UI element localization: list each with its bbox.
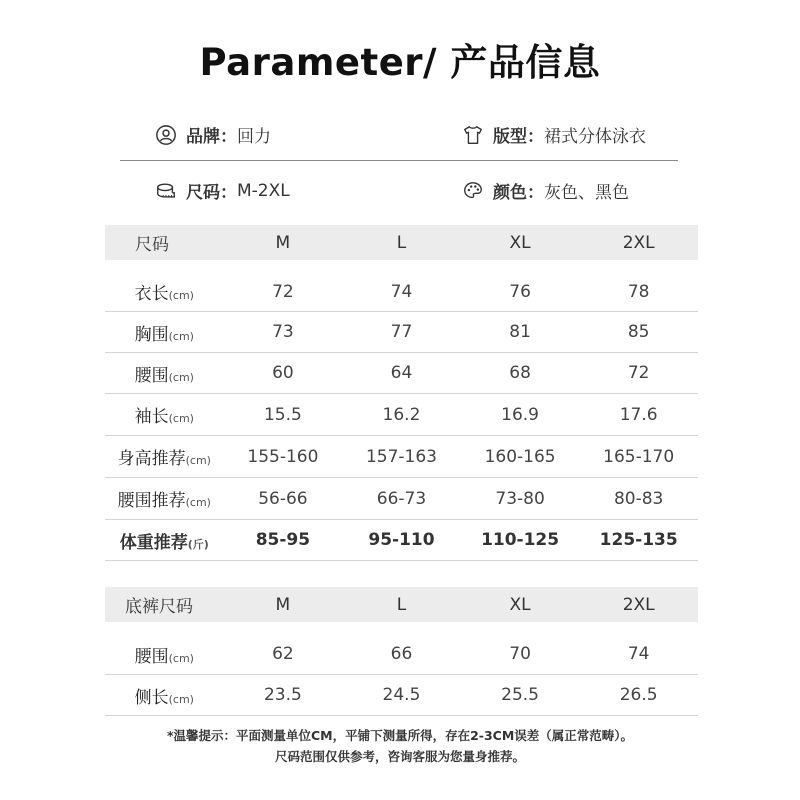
- table-cell: 85-95: [255, 530, 311, 550]
- header-cell: XL: [509, 594, 531, 615]
- table-cell: 66: [390, 644, 413, 664]
- measurement-note-line-2: 尺码范围仅供参考，咨询客服为您量身推荐。: [274, 749, 525, 764]
- table-cell: 23.5: [263, 685, 302, 705]
- measurement-note-line-1: *温馨提示：平面测量单位CM，平铺下测量所得，存在2-3CM误差（属正常范畴）。: [166, 728, 634, 743]
- briefs-size-table: [105, 587, 698, 716]
- brand-info: [155, 122, 271, 147]
- table-row: [105, 394, 698, 436]
- table-cell: 56-66: [258, 488, 308, 509]
- table-cell: 24.5: [382, 685, 421, 705]
- row-label: 身高推荐(cm): [117, 449, 211, 469]
- person-circle-icon: [155, 124, 177, 146]
- table-cell: 80-83: [613, 488, 664, 509]
- row-label: 腰围(cm): [134, 646, 194, 667]
- table-cell: 73-80: [495, 488, 545, 509]
- row-label: 腰围(cm): [134, 365, 194, 386]
- table-cell: 25.5: [501, 685, 539, 705]
- fit-value: 裙式分体泳衣: [544, 127, 646, 147]
- table-cell: 70: [509, 644, 531, 664]
- color-value: 灰色、黑色: [544, 183, 629, 203]
- color-label: 颜色：: [493, 183, 544, 203]
- table-cell: 15.5: [263, 404, 302, 425]
- fit-info: [462, 122, 646, 147]
- table-cell: 125-135: [599, 530, 678, 550]
- header-cell: 2XL: [622, 594, 655, 615]
- header-cell: XL: [509, 232, 531, 253]
- table-cell: 64: [390, 363, 413, 383]
- palette-icon: [462, 180, 484, 202]
- fit-label: 版型：: [493, 127, 544, 147]
- table-cell: 60: [272, 363, 294, 383]
- table-cell: 62: [272, 644, 294, 664]
- briefs-table-header: [105, 587, 698, 622]
- size-table: [105, 225, 698, 561]
- measuring-tape-icon: [155, 180, 177, 202]
- table-row: [105, 478, 698, 520]
- header-cell: M: [275, 232, 291, 253]
- table-cell: 17.6: [619, 404, 658, 425]
- tshirt-icon: [462, 124, 484, 146]
- header-cell: L: [396, 232, 407, 253]
- size-info: [155, 178, 290, 203]
- header-cell: 底裤尺码: [125, 597, 193, 617]
- table-cell: 95-110: [368, 530, 435, 550]
- table-cell: 110-125: [481, 530, 560, 550]
- table-cell: 85: [627, 322, 650, 342]
- color-info: [462, 178, 629, 203]
- brand-value: 回力: [237, 127, 271, 147]
- table-cell: 72: [272, 281, 294, 302]
- table-row: [105, 312, 698, 353]
- table-cell: 78: [627, 281, 650, 302]
- row-label: 体重推荐(斤): [119, 532, 209, 553]
- size-value: M-2XL: [237, 180, 290, 201]
- row-label: 腰围推荐(cm): [117, 491, 211, 511]
- table-cell: 77: [390, 322, 413, 342]
- table-cell: 68: [509, 363, 531, 383]
- table-cell: 66-73: [376, 488, 427, 509]
- table-cell: 155-160: [247, 446, 319, 467]
- row-label: 衣长(cm): [134, 284, 194, 304]
- row-label: 胸围(cm): [134, 324, 194, 345]
- table-cell: 74: [390, 281, 413, 302]
- table-row: [105, 353, 698, 394]
- table-cell: 26.5: [619, 685, 658, 705]
- table-cell: 157-163: [365, 446, 437, 467]
- table-cell: 16.2: [382, 404, 421, 425]
- table-cell: 165-170: [603, 446, 675, 467]
- table-cell: 160-165: [484, 446, 556, 467]
- table-row: [105, 436, 698, 478]
- info-divider: [120, 160, 678, 161]
- page-title: Parameter/ 产品信息: [199, 41, 601, 84]
- header-cell: L: [396, 594, 407, 615]
- table-cell: 81: [509, 322, 531, 342]
- row-label: 侧长(cm): [134, 687, 194, 708]
- table-row: [105, 272, 698, 312]
- brand-label: 品牌：: [186, 127, 237, 147]
- table-cell: 76: [509, 281, 531, 302]
- table-cell: 73: [272, 322, 294, 342]
- header-cell: 2XL: [622, 232, 655, 253]
- row-label: 袖长(cm): [134, 407, 194, 427]
- table-row: [105, 520, 698, 561]
- header-cell: 尺码: [135, 235, 169, 255]
- table-row: [105, 675, 698, 716]
- size-table-header: [105, 225, 698, 260]
- table-cell: 74: [627, 644, 650, 664]
- table-cell: 16.9: [501, 404, 539, 425]
- table-cell: 72: [627, 363, 650, 383]
- table-row: [105, 634, 698, 675]
- header-cell: M: [275, 594, 291, 615]
- size-label: 尺码：: [186, 183, 237, 203]
